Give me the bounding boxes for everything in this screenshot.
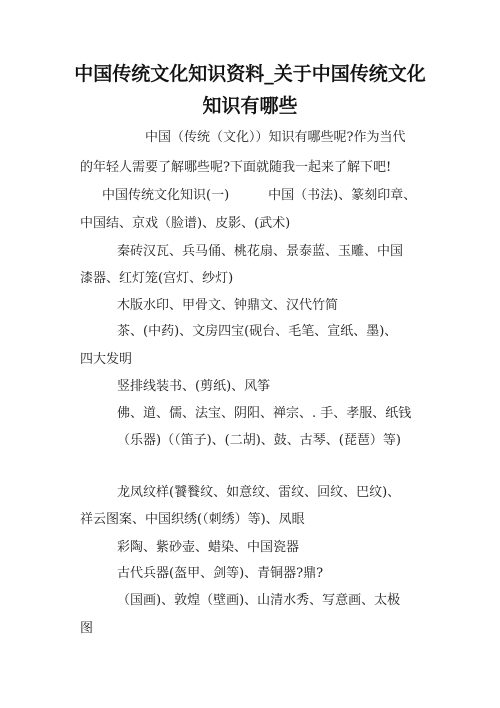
body-line: （国画)、敦煌（壁画)、山清水秀、写意画、太极 [117, 593, 401, 608]
body-line: 竖排线装书、(剪纸)、风筝 [117, 379, 271, 394]
body-line: 四大发明 [80, 352, 133, 367]
body-line: 古代兵器(盔甲、剑等)、青铜器?鼎? [117, 566, 324, 581]
body-line: 秦砖汉瓦、兵马俑、桃花扇、景泰蓝、玉雕、中国 [117, 244, 404, 259]
document-title-line-2: 知识有哪些 [202, 95, 298, 117]
body-line: 木版水印、甲骨文、钟鼎文、汉代竹简 [117, 298, 339, 313]
body-line: 佛、道、儒、法宝、阴阳、禅宗、. 手、孝服、纸钱 [117, 406, 412, 421]
body-line: 彩陶、紫砂壶、蜡染、中国瓷器 [117, 540, 300, 555]
body-line: 中国传统文化知识(一) 中国（书法)、篆刻印章、 [102, 188, 417, 203]
body-line: 漆器、红灯笼(宫灯、纱灯) [80, 271, 234, 286]
body-line: 中国结、京戏（脸谱)、皮影、(武术) [80, 216, 291, 231]
body-line: 祥云图案、中国织绣(（刺绣）等)、凤眼 [80, 512, 305, 527]
body-line: 图 [80, 621, 94, 636]
body-line: （乐器)（（笛子)、(二胡)、鼓、古琴、(琵琶）等) [117, 433, 401, 448]
body-line: 中国（传统（文化））知识有哪些呢?作为当代 [145, 130, 406, 145]
document-title-line-1: 中国传统文化知识资料_关于中国传统文化 [74, 63, 426, 85]
body-line: 茶、(中药)、文房四宝(砚台、毛笔、宣纸、墨)、 [117, 324, 398, 339]
body-line: 龙凤纹样(饕餮纹、如意纹、雷纹、回纹、巴纹)、 [117, 485, 401, 500]
body-line: 的年轻人需要了解哪些呢?下面就随我一起来了解下吧! [80, 160, 392, 175]
